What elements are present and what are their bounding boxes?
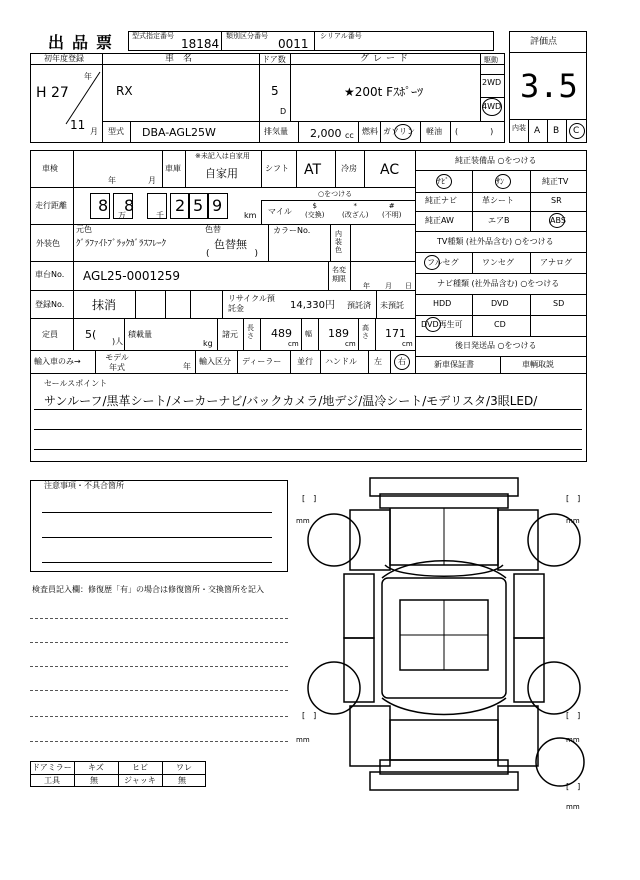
model-value: DBA-AGL25W xyxy=(142,126,216,139)
interior-grade-c: C xyxy=(573,126,580,136)
orig-color-value: ｸﾞﾗﾌｧｲﾄﾌﾞﾗｯｸｶﾞﾗｽﾌﾚｰｸ xyxy=(76,239,167,249)
model-label: 型式 xyxy=(108,127,124,136)
genuine-sun-circle xyxy=(495,174,511,189)
mileage-digit-4: 5 xyxy=(193,196,204,215)
genuine-header: 純正装備品 ○をつける xyxy=(455,156,537,165)
load-kg-unit: kg xyxy=(203,339,213,348)
chassis-value: AGL25-0001259 xyxy=(83,269,181,283)
capacity-label: 定員 xyxy=(42,330,58,339)
model-cert-value: 18184 xyxy=(181,37,220,51)
interior-grade-a: A xyxy=(534,126,541,136)
evaluation-score: 3.5 xyxy=(520,67,578,105)
legend-tools: 工具 xyxy=(44,776,60,785)
legend-scratch: キズ xyxy=(88,763,104,772)
width-label: 幅 xyxy=(305,330,312,338)
length-value: 489 xyxy=(271,327,292,340)
vehicle-name: RX xyxy=(116,84,133,98)
model-cert-label: 型式指定番号 xyxy=(132,32,174,40)
interior-grade-b: B xyxy=(553,126,560,136)
genuine-navi-circle xyxy=(436,174,452,189)
name-change-month: 月 xyxy=(385,282,392,290)
inspection-label: 車検 xyxy=(42,164,58,173)
garage-label: 車庫 xyxy=(165,164,181,173)
inspector-label: 検査員記入欄：修復歴「有」の場合は修復箇所・交換箇所を記入 xyxy=(32,585,264,594)
class-value: 0011 xyxy=(278,37,309,51)
color-change-value: 色替無 xyxy=(214,238,247,251)
genuine-abs: ABS xyxy=(550,216,566,225)
mileage-digit-2: 8 xyxy=(124,196,135,215)
navi-dvd-playback: DVD再生可 xyxy=(421,320,463,329)
genuine-sr: SR xyxy=(551,196,562,205)
navi-header: ナビ種類 (社外品含む) ○をつける xyxy=(437,279,560,288)
mileage-man-unit: 万 xyxy=(118,211,126,220)
caution-box xyxy=(30,480,288,572)
handle-label: ハンドル xyxy=(325,357,357,366)
ac-label: 冷房 xyxy=(341,164,357,173)
name-change-day: 日 xyxy=(405,282,412,290)
length-label: 長さ xyxy=(247,324,254,340)
length-cm: cm xyxy=(288,340,299,348)
displacement-value: 2,000 xyxy=(310,127,342,140)
first-reg-era: H 27 xyxy=(36,85,69,101)
mm-label-fl: mm xyxy=(296,517,310,525)
cc-unit: cc xyxy=(345,131,354,140)
chassis-label: 車台No. xyxy=(35,270,65,279)
navi-dvd: DVD xyxy=(491,299,509,308)
width-value: 189 xyxy=(328,327,349,340)
navi-hdd: HDD xyxy=(433,299,452,308)
tv-header: TV種類 (社外品含む) ○をつける xyxy=(437,237,554,246)
fuel-other: ( ) xyxy=(455,127,494,136)
dims-label: 諸元 xyxy=(222,330,238,339)
later-manual: 車輌取説 xyxy=(522,360,554,369)
form-title: 出品票 xyxy=(48,33,121,52)
legend-jack-value: 無 xyxy=(178,776,186,785)
name-change-label: 名変期限 xyxy=(332,266,346,283)
load-label: 積載量 xyxy=(128,330,152,339)
legend-door-mirror: ドアミラー xyxy=(32,763,72,772)
width-cm: cm xyxy=(345,340,356,348)
sales-label: セールスポイント xyxy=(44,379,108,388)
grade-value: ★200t Fｽﾎﾟｰﾂ xyxy=(344,85,424,99)
handle-right: 右 xyxy=(398,357,406,366)
orig-color-label: 元色 xyxy=(76,225,92,234)
recycle-label: リサイクル預託金 xyxy=(228,294,275,313)
name-change-year: 年 xyxy=(363,282,370,290)
vehicle-name-label: 車 名 xyxy=(165,54,193,64)
first-reg-month-unit: 月 xyxy=(90,127,98,136)
later-header: 後日発送品 ○をつける xyxy=(455,341,537,350)
class-label: 類別区分番号 xyxy=(226,32,268,40)
caution-label: 注意事項・不具合箇所 xyxy=(44,481,124,490)
garage-value: 自家用 xyxy=(205,167,238,180)
recycle-not-deposited: 未預託 xyxy=(380,301,404,310)
navi-sd: SD xyxy=(553,299,565,308)
mm-label-spare: mm xyxy=(566,803,580,811)
legend-tools-value: 無 xyxy=(90,776,98,785)
fuel-diesel: 軽油 xyxy=(426,127,442,136)
registration-value: 抹消 xyxy=(92,298,117,312)
genuine-aw: 純正AW xyxy=(425,216,454,225)
height-label: 高さ xyxy=(362,324,369,340)
evaluation-label: 評価点 xyxy=(530,37,558,47)
fuel-label: 燃料 xyxy=(362,127,378,136)
tv-oneseg: ワンセグ xyxy=(482,258,514,267)
inspection-year: 年 xyxy=(108,176,116,185)
interior-label: 内装 xyxy=(512,124,526,132)
genuine-sun-top: ｻﾝ xyxy=(496,177,504,186)
color-change-label: 色替 xyxy=(205,225,221,234)
door-type: D xyxy=(280,107,287,116)
mileage-unit-label: マイル xyxy=(268,207,292,216)
handle-left: 左 xyxy=(374,357,382,366)
shift-label: シフト xyxy=(265,164,289,173)
sales-text: サンルーフ/黒革シート/メーカーナビ/バックカメラ/地デジ/温冷シート/モデリスタ/3眼LED/ xyxy=(44,394,538,408)
shift-value: AT xyxy=(304,162,322,178)
recycle-value: 14,330円 xyxy=(290,300,335,311)
tv-fullseg-circle xyxy=(424,255,440,270)
interior-color-label: 内装色 xyxy=(335,230,342,254)
first-reg-year-unit: 年 xyxy=(84,72,92,81)
garage-note: ※未記入は自家用 xyxy=(195,152,250,160)
drive-label: 駆動 xyxy=(484,56,498,64)
parallel-option: 並行 xyxy=(297,357,313,366)
legend-crack: ヒビ xyxy=(132,763,148,772)
capacity-person-unit: )人 xyxy=(112,337,124,346)
mileage-note: ○をつける xyxy=(318,190,353,198)
ac-value: AC xyxy=(380,162,400,178)
mileage-unknown: # (不明) xyxy=(382,202,402,219)
drive-4wd-circle xyxy=(482,98,502,116)
first-reg-month: 11 xyxy=(70,118,86,132)
model-year-unit: 年 xyxy=(183,362,191,371)
legend-jack: ジャッキ xyxy=(124,776,156,785)
genuine-abs-circle xyxy=(549,213,565,228)
mm-label-rl: mm xyxy=(296,736,310,744)
interior-grade-c-circle xyxy=(569,123,585,139)
tv-analog: アナログ xyxy=(540,258,572,267)
drive-2wd: 2WD xyxy=(482,78,502,87)
mileage-exchange: $ (交換) xyxy=(305,202,325,219)
height-cm: cm xyxy=(402,340,413,348)
legend-break: ワレ xyxy=(176,763,192,772)
capacity-persons: 5( xyxy=(85,328,97,341)
displacement-label: 排気量 xyxy=(264,127,288,136)
car-diagram xyxy=(290,470,610,810)
import-type-label: 輸入区分 xyxy=(199,357,231,366)
height-value: 171 xyxy=(385,327,406,340)
dealer-option: ディーラー xyxy=(242,357,282,366)
genuine-navi: 純正ナビ xyxy=(425,196,457,205)
inspection-month: 月 xyxy=(148,176,156,185)
model-year-label: モデル年式 xyxy=(105,353,129,372)
grade-label: グレード xyxy=(360,54,413,64)
import-only-label: 輸入車のみ→ xyxy=(34,357,81,366)
later-warranty: 新車保証書 xyxy=(434,360,474,369)
genuine-leather: 革シート xyxy=(482,196,514,205)
fuel-gasoline-circle xyxy=(394,124,412,140)
mileage-changed: * (改ざん) xyxy=(342,202,369,219)
mileage-label: 走行距離 xyxy=(35,201,67,210)
mm-label-rr: mm xyxy=(566,736,580,744)
navi-dvd-playback-circle xyxy=(425,317,441,332)
genuine-navi-top: ﾅﾋﾞ xyxy=(437,177,449,186)
first-reg-label: 初年度登録 xyxy=(44,54,84,63)
registration-label: 登録No. xyxy=(35,300,65,309)
mileage-digit-3: 2 xyxy=(175,196,186,215)
mileage-digit-1: 8 xyxy=(98,196,109,215)
exterior-color-label: 外装色 xyxy=(36,239,60,248)
genuine-tv: 純正TV xyxy=(542,177,569,186)
tv-fullseg: フルセグ xyxy=(427,258,459,267)
recycle-deposited: 預託済 xyxy=(347,301,371,310)
genuine-airbag: エアB xyxy=(488,216,510,225)
door-count: 5 xyxy=(271,84,279,98)
color-no-label: カラーNo. xyxy=(273,226,311,235)
serial-label: シリアル番号 xyxy=(320,32,362,40)
handle-right-circle xyxy=(394,354,410,370)
mileage-sen-unit: 千 xyxy=(156,211,164,220)
door-label: ドア数 xyxy=(262,55,286,64)
mileage-km-unit: km xyxy=(244,211,257,220)
fuel-gasoline: ガソリン xyxy=(383,127,415,136)
mileage-digit-5: 9 xyxy=(212,196,223,215)
mm-label-fr: mm xyxy=(566,517,580,525)
drive-4wd: 4WD xyxy=(482,102,502,111)
navi-cd: CD xyxy=(494,320,506,329)
